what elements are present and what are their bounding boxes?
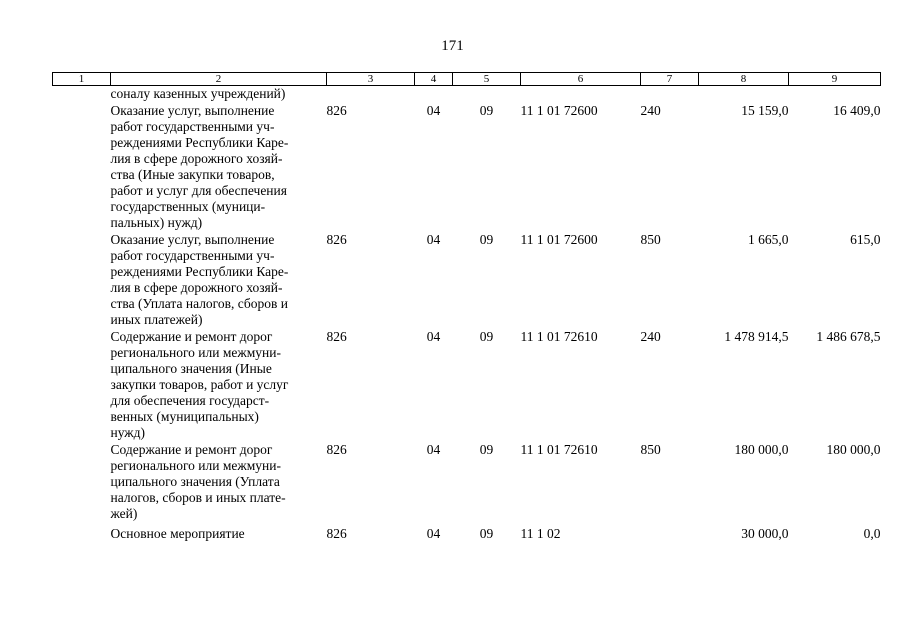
row-csr: 11 1 01 72600 <box>520 103 598 118</box>
row-vr <box>641 522 699 542</box>
continuation-text: соналу казенных учреждений) <box>110 86 286 101</box>
row-name: Оказание услуг, выполнение работ государственными уч- реждениями Республики Каре- лия в сфере дорожного хозяй- ства (Иные закупки товаров, работ и услуг для обеспечения государственных (муници- пальных) нужд) <box>110 103 289 230</box>
row-csr: 11 1 02 <box>520 526 561 541</box>
page-number: 171 <box>441 38 464 54</box>
column-header-3: 3 <box>327 73 415 86</box>
column-header-6: 6 <box>521 73 641 86</box>
column-header-2: 2 <box>111 73 327 86</box>
row-name: Оказание услуг, выполнение работ государственными уч- реждениями Республики Каре- лия в сфере дорожного хозяй- ства (Уплата налогов, сборов и иных платежей) <box>110 232 289 327</box>
row-name: Содержание и ремонт дорог регионального или межмуни- ципального значения (Уплата налогов, сборов и иных плате- жей) <box>110 442 286 521</box>
table-row <box>53 328 881 441</box>
row-value-2: 615,0 <box>850 232 881 247</box>
table-row <box>53 102 881 231</box>
budget-table <box>52 72 881 542</box>
row-pr: 09 <box>479 442 494 457</box>
row-rz: 04 <box>426 232 441 247</box>
column-header-9: 9 <box>789 73 881 86</box>
row-pr: 09 <box>479 329 494 344</box>
row-csr: 11 1 01 72600 <box>520 232 598 247</box>
row-name: Содержание и ремонт дорог регионального или межмуни- ципального значения (Иные закупки товаров, работ и услуг для обеспечения государст- венных (муниципальных) нужд) <box>110 329 289 440</box>
row-rz: 04 <box>426 442 441 457</box>
row-vr: 240 <box>640 103 661 118</box>
row-vr: 240 <box>640 329 661 344</box>
row-pr: 09 <box>479 232 494 247</box>
row-value-2: 0,0 <box>863 526 881 541</box>
row-grbs: 826 <box>326 329 347 344</box>
row-vr: 850 <box>640 232 661 247</box>
row-value-1: 180 000,0 <box>734 442 789 457</box>
row-csr: 11 1 01 72610 <box>520 442 598 457</box>
row-value-2: 180 000,0 <box>826 442 881 457</box>
row-value-1: 15 159,0 <box>741 103 789 118</box>
table-row <box>53 231 881 328</box>
row-csr: 11 1 01 72610 <box>520 329 598 344</box>
continuation-row <box>53 86 881 103</box>
row-pr: 09 <box>479 103 494 118</box>
row-pr: 09 <box>479 526 494 541</box>
column-header-7: 7 <box>641 73 699 86</box>
row-grbs: 826 <box>326 103 347 118</box>
row-value-1: 1 478 914,5 <box>724 329 789 344</box>
row-rz: 04 <box>426 526 441 541</box>
column-header-4: 4 <box>415 73 453 86</box>
row-rz: 04 <box>426 329 441 344</box>
row-grbs: 826 <box>326 232 347 247</box>
row-name: Основное мероприятие <box>110 526 245 541</box>
table-row <box>53 441 881 522</box>
column-header-8: 8 <box>699 73 789 86</box>
table-row <box>53 522 881 542</box>
row-grbs: 826 <box>326 442 347 457</box>
column-header-1: 1 <box>53 73 111 86</box>
row-rz: 04 <box>426 103 441 118</box>
row-value-2: 1 486 678,5 <box>816 329 881 344</box>
row-vr: 850 <box>640 442 661 457</box>
column-header-5: 5 <box>453 73 521 86</box>
row-value-1: 1 665,0 <box>748 232 789 247</box>
column-number-header-row <box>53 73 881 86</box>
row-value-1: 30 000,0 <box>741 526 789 541</box>
row-grbs: 826 <box>326 526 347 541</box>
row-value-2: 16 409,0 <box>833 103 881 118</box>
